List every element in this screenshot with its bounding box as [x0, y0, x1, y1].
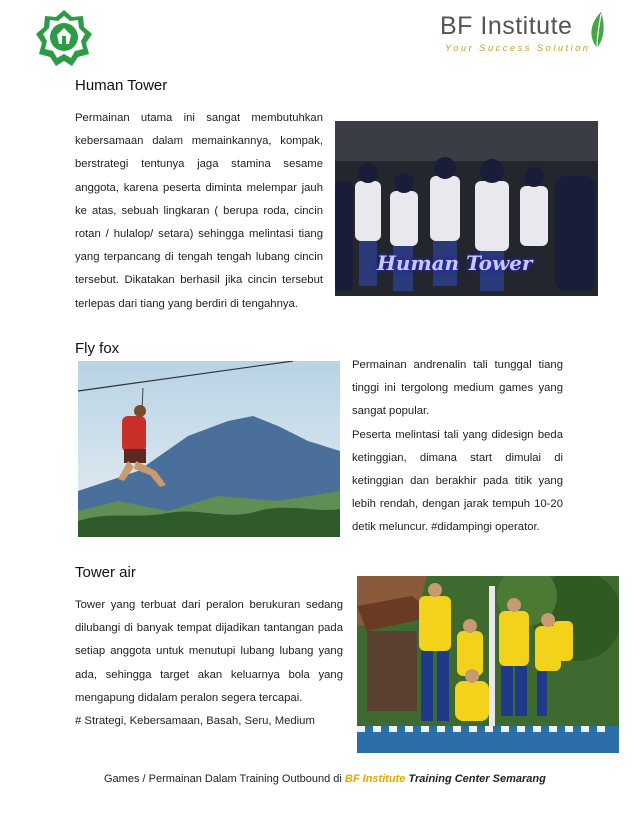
human-tower-description: Permainan utama ini sangat membutuhkan kebersamaan dalam memainkannya, kompak, berstrategi tentunya jaga stamina sesame anggota, karena peserta diminta melempar jauh ke atas, sebuah lingkaran ( berupa roda, cincin rotan / hulalop/ setara) sehingga melintasi tiang yang terpancang di tengah tengah lubang cincin tersebut. Dikatakan berhasil jika cincin tersebut terlepas dari tiang yang berdiri di tengahnya. — [75, 112, 323, 310]
tower-air-description-tags: # Strategi, Kebersamaan, Basah, Seru, Medium — [75, 715, 315, 728]
brand-logo — [440, 12, 610, 58]
brand-tagline: Your Success Solution — [445, 43, 591, 54]
tower-air-description — [75, 594, 343, 733]
fly-fox-description — [352, 354, 563, 540]
fly-fox-description-paragraph-2: Peserta melintasi tali yang didesign beda ketinggian, dimana start dimulai di ketinggian dan berakhir pada titik yang lebih rendah, dengan jarak tempuh 10-20 detik meluncur. #didampingi operator. — [352, 428, 563, 534]
footer-brand-bf: BF I — [344, 773, 366, 785]
footer-brand — [345, 773, 546, 785]
fly-fox-description-paragraph-1: Permainan andrenalin tali tunggal tiang tinggi ini tergolong medium games yang sangat popular. — [352, 359, 563, 418]
page-footer — [104, 773, 546, 785]
footer-brand-suffix: Training Center Semarang — [408, 773, 546, 785]
human-tower-photo-caption: Human Tower — [377, 251, 533, 275]
brand-title: BF Institute — [440, 12, 573, 40]
section-title-fly-fox: Fly fox — [75, 340, 120, 357]
leaf-icon — [585, 10, 609, 50]
section-title-tower-air: Tower air — [75, 564, 136, 581]
human-tower-photo — [335, 121, 598, 296]
footer-brand-rest: nstitute — [365, 773, 406, 785]
tower-air-description-paragraph-1: Tower yang terbuat dari peralon berukuran sedang dilubangi di banyak tempat dijadikan tantangan pada setiap anggota untuk menutupi lubang lubang yang ada, sehingga target akan keluarnya bola yang mengapung didalam peralon segera tercapai. — [75, 599, 343, 704]
fly-fox-photo — [78, 361, 340, 537]
tower-air-photo — [357, 576, 619, 753]
section-title-human-tower: Human Tower — [75, 77, 168, 94]
school-emblem-icon — [34, 8, 94, 68]
footer-text: Games / Permainan Dalam Training Outbound di — [104, 773, 342, 785]
